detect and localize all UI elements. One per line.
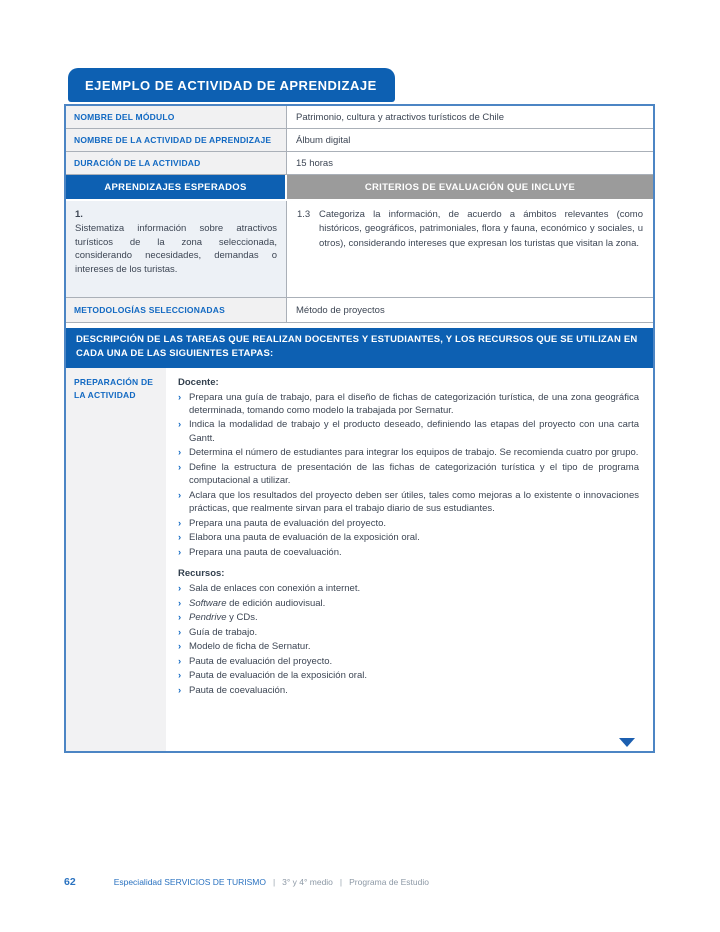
list-item [178,626,639,639]
bullet-chevron-icon: › [178,532,182,544]
duration-value: 15 horas [296,157,333,169]
teacher-heading: Docente: [178,376,219,388]
activity-name-label: NOMBRE DE LA ACTIVIDAD DE APRENDIZAJE [66,129,287,151]
list-item [178,597,639,610]
preparation-stage-label: PREPARACIÓN DE LA ACTIVIDAD [66,368,166,752]
module-name-label: NOMBRE DEL MÓDULO [66,106,287,128]
list-item [178,517,639,530]
list-item-text: Pauta de evaluación del proyecto. [189,655,333,667]
methodology-label: METODOLOGÍAS SELECCIONADAS [66,298,287,322]
resources-heading: Recursos: [178,568,225,580]
description-banner: DESCRIPCIÓN DE LAS TAREAS QUE REALIZAN DOCENTES Y ESTUDIANTES, Y LOS RECURSOS QUE SE UTILIZAN EN CADA UNA DE LAS SIGUIENTES ETAPAS: [66,328,653,368]
methodology-value: Método de proyectos [296,304,385,316]
page-footer [64,876,624,888]
list-item-text: Prepara una guía de trabajo, para el diseño de fichas de categorización turística, de una zona geográfica determinada, tomando como modelo la trabajada por Sernatur. [189,391,639,416]
criteria-text: Categoriza la información, de acuerdo a ámbitos relevantes (como históricos, geográficos, patrimoniales, flora y fauna, económico y sociales, u otros), considerando intereses que expresan los turistas que visitan la zona. [319,209,643,249]
list-item-text: Pauta de coevaluación. [189,684,288,696]
bullet-chevron-icon: › [178,641,182,653]
methodology-row [66,298,653,323]
bullet-chevron-icon: › [178,546,182,558]
footer-grade: 3° y 4° medio [282,877,333,887]
list-item [178,446,639,459]
bullet-chevron-icon: › [178,419,182,431]
list-item-text: Sala de enlaces con conexión a internet. [189,583,361,595]
bullet-chevron-icon: › [178,461,182,473]
list-item-text: Guía de trabajo. [189,626,258,638]
list-item [178,669,639,682]
bullet-chevron-icon: › [178,626,182,638]
list-item [178,461,639,488]
learning-text: Sistematiza información sobre atractivos turísticos de la zona seleccionada, considerando necesidades, demandas o intereses de los turistas. [75,222,277,276]
list-item-text: Modelo de ficha de Sernatur. [189,641,311,653]
expected-learning-cell [66,201,287,297]
list-item-text: Pendrive y CDs. [189,612,258,624]
footer-program: Programa de Estudio [349,877,429,887]
bullet-chevron-icon: › [178,489,182,501]
footer-specialty: Especialidad SERVICIOS DE TURISMO [113,877,266,887]
bullet-chevron-icon: › [178,391,182,403]
bullet-chevron-icon: › [178,517,182,529]
learning-criteria-content-row [66,201,653,298]
footer-separator: | [272,877,276,887]
duration-row [66,152,653,175]
bullet-chevron-icon: › [178,597,182,609]
module-name-row [66,106,653,129]
activity-table [64,104,655,753]
list-item-text: Define la estructura de presentación de las fichas de categorización turística y el tipo de programa computacional a utilizar. [189,461,639,487]
expected-learning-header: APRENDIZAJES ESPERADOS [66,175,287,199]
bullet-chevron-icon: › [178,583,182,595]
bullet-chevron-icon: › [178,670,182,682]
list-item-text: Prepara una pauta de coevaluación. [189,546,342,558]
bullet-chevron-icon: › [178,612,182,624]
activity-name-row [66,129,653,152]
list-item-text: Indica la modalidad de trabajo y el producto deseado, definiendo las etapas del proyecto con una carta Gantt. [189,419,639,444]
list-item [178,546,639,559]
bullet-chevron-icon: › [178,684,182,696]
page-number: 62 [64,876,76,888]
criteria-cell [287,201,653,297]
activity-example-tab [68,68,395,102]
bullet-chevron-icon: › [178,655,182,667]
criteria-number: 1.3 [297,209,311,220]
continuation-arrow-icon [619,738,635,747]
learning-criteria-header-row [66,175,653,201]
list-item [178,640,639,653]
list-item-text: Aclara que los resultados del proyecto deben ser útiles, tales como mejoras a lo existente o innovaciones prácticas, que realmente sirvan para el trabajo diario de sus estudiantes. [189,489,639,515]
module-name-value: Patrimonio, cultura y atractivos turísticos de Chile [296,111,505,123]
list-item [178,418,639,445]
list-item-text: Elabora una pauta de evaluación de la exposición oral. [189,532,420,544]
bullet-chevron-icon: › [178,447,182,459]
list-item-text: Software de edición audiovisual. [189,597,326,609]
list-item-text: Pauta de evaluación de la exposición oral. [189,670,367,682]
activity-name-value: Álbum digital [296,134,351,146]
learning-number: 1. [75,209,83,220]
list-item [178,489,639,516]
preparation-content [166,368,653,752]
resources-list [178,582,639,697]
list-item [178,391,639,418]
list-item-text: Prepara una pauta de evaluación del proyecto. [189,517,386,529]
duration-label: DURACIÓN DE LA ACTIVIDAD [66,152,287,174]
list-item [178,531,639,544]
tab-title: EJEMPLO DE ACTIVIDAD DE APRENDIZAJE [85,77,377,93]
teacher-task-list [178,391,639,560]
list-item [178,684,639,697]
list-item-text: Determina el número de estudiantes para integrar los equipos de trabajo. Se recomienda cuatro por grupo. [189,447,639,459]
preparation-row [66,368,653,752]
footer-separator: | [339,877,343,887]
list-item [178,582,639,595]
list-item [178,655,639,668]
list-item [178,611,639,624]
evaluation-criteria-header: CRITERIOS DE EVALUACIÓN QUE INCLUYE [287,175,653,199]
